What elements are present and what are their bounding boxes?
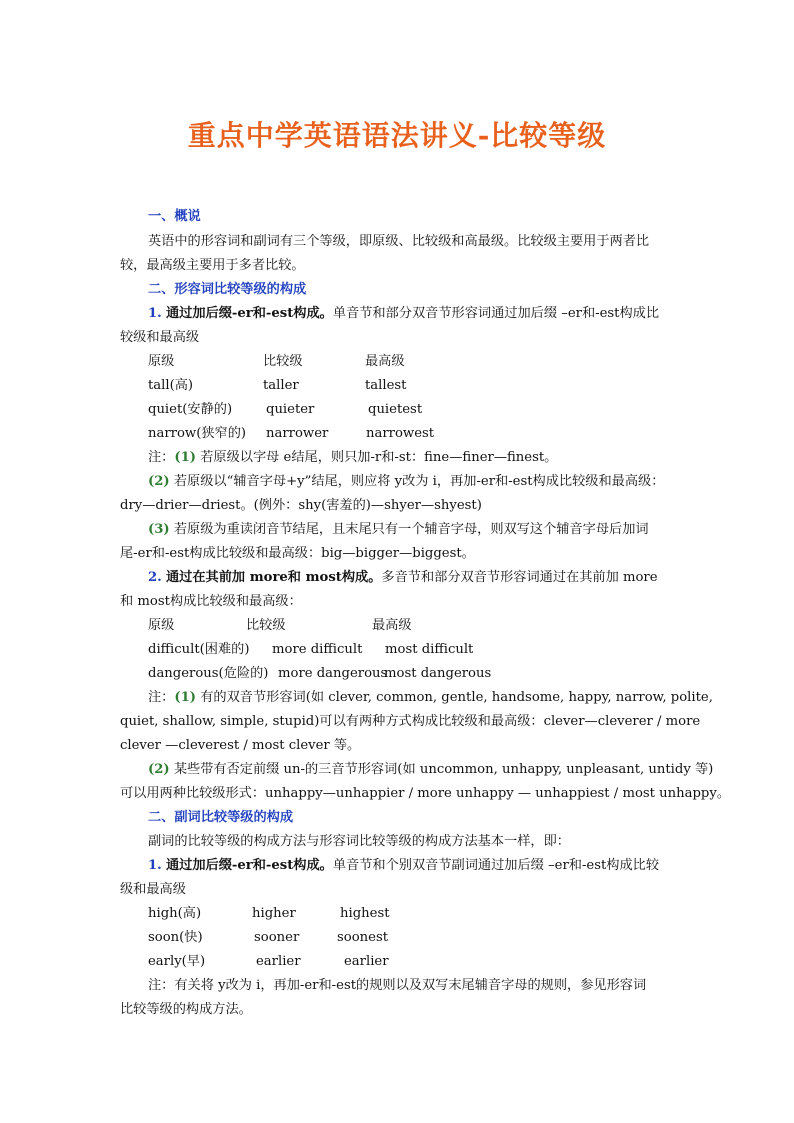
paragraph-line: 英语中的形容词和副词有三个等级，即原级、比较级和高最级。比较级主要用于两者比	[148, 234, 650, 249]
table-header-cell: 最高级	[372, 618, 412, 633]
table-cell: more dangerous	[278, 666, 388, 681]
paragraph-line: 较，最高级主要用于多者比较。	[120, 258, 305, 273]
rule-title: 通过在其前加 more和 most构成。	[165, 570, 382, 585]
table-header-cell: 原级	[148, 354, 175, 369]
note-text: 某些带有否定前缀 un-的三音节形容词(如 uncommon, unhappy, unpleasant, untidy 等)	[173, 762, 714, 777]
paragraph-line: clever —cleverest / most clever 等。	[120, 738, 361, 753]
note-line	[148, 688, 713, 708]
rule-number: 1.	[148, 858, 162, 873]
table-cell: quietest	[368, 402, 423, 417]
paragraph-line: 和 most构成比较级和最高级：	[120, 594, 302, 609]
table-cell: high(高)	[148, 906, 202, 921]
rule-number: 2.	[148, 570, 162, 585]
paragraph-line: 注：有关将 y改为 i，再加-er和-est的规则以及双写末尾辅音字母的规则，参见形容词	[148, 978, 647, 993]
paragraph-line: dry—drier—driest。(例外：shy(害羞的)—shyer—shyest)	[120, 498, 482, 513]
table-cell: soonest	[337, 930, 389, 945]
note-number: (1)	[174, 450, 197, 465]
paragraph-line: quiet, shallow, simple, stupid)可以有两种方式构成比较级和最高级：clever—cleverer / more	[120, 714, 701, 729]
table-cell: dangerous(危险的)	[148, 666, 269, 681]
paragraph-line: 比较等级的构成方法。	[120, 1002, 252, 1017]
paragraph-line: 较级和最高级	[120, 330, 200, 345]
note-prefix: 注：	[148, 690, 175, 705]
table-header-cell: 最高级	[365, 354, 405, 369]
table-cell: early(早)	[148, 954, 206, 969]
table-cell: most dangerous	[384, 666, 492, 681]
rule-line	[148, 568, 658, 588]
table-cell: sooner	[254, 930, 300, 945]
table-cell: quieter	[266, 402, 315, 417]
section-heading-adjective: 二、形容词比较等级的构成	[148, 282, 307, 297]
rule-title: 通过加后缀-er和-est构成。	[165, 858, 333, 873]
paragraph-line: 副词的比较等级的构成方法与形容词比较等级的构成方法基本一样，即：	[148, 834, 570, 849]
rule-text: 单音节和部分双音节形容词通过加后缀 –er和-est构成比	[332, 306, 660, 321]
note-line	[148, 520, 649, 540]
section-heading-overview: 一、概说	[148, 209, 201, 224]
note-text: 若原级以“辅音字母+y”结尾，则应将 y改为 i，再加-er和-est构成比较级和最高级：	[173, 474, 665, 489]
rule-line	[148, 856, 659, 876]
table-cell: narrow(狭窄的)	[148, 426, 247, 441]
note-text: 若原级为重读闭音节结尾，且末尾只有一个辅音字母，则双写这个辅音字母后加词	[173, 522, 649, 537]
table-cell: highest	[340, 906, 390, 921]
rule-number: 1.	[148, 306, 162, 321]
table-cell: taller	[263, 378, 299, 393]
note-line	[148, 760, 713, 780]
table-cell: soon(快)	[148, 930, 203, 945]
table-cell: more difficult	[272, 642, 363, 657]
paragraph-line: 尾-er和-est构成比较级和最高级：big—bigger—biggest。	[120, 546, 475, 561]
table-cell: narrowest	[366, 426, 435, 441]
paragraph-line: 可以用两种比较级形式：unhappy—unhappier / more unhappy — unhappiest / most unhappy。	[120, 786, 731, 801]
table-header-cell: 原级	[148, 618, 175, 633]
rule-line	[148, 304, 659, 324]
table-cell: quiet(安静的)	[148, 402, 233, 417]
note-number: (1)	[174, 690, 197, 705]
table-header-cell: 比较级	[246, 618, 286, 633]
table-cell: higher	[252, 906, 296, 921]
table-cell: earlier	[344, 954, 389, 969]
note-prefix: 注：	[148, 450, 175, 465]
table-cell: most difficult	[385, 642, 474, 657]
rule-title: 通过加后缀-er和-est构成。	[165, 306, 333, 321]
note-line	[148, 472, 664, 492]
note-text: 有的双音节形容词(如 clever, common, gentle, handsome, happy, narrow, polite,	[200, 690, 713, 705]
paragraph-line: 级和最高级	[120, 882, 186, 897]
table-cell: tall(高)	[148, 378, 194, 393]
note-number: (2)	[148, 474, 170, 489]
note-number: (2)	[148, 762, 170, 777]
rule-text: 单音节和个别双音节副词通过加后缀 –er和-est构成比较	[332, 858, 660, 873]
table-cell: difficult(困难的)	[148, 642, 250, 657]
table-header-cell: 比较级	[263, 354, 303, 369]
table-cell: earlier	[256, 954, 301, 969]
table-cell: narrower	[266, 426, 329, 441]
note-line	[148, 448, 557, 468]
note-text: 若原级以字母 e结尾，则只加-r和-st：fine—finer—finest。	[200, 450, 558, 465]
rule-text: 多音节和部分双音节形容词通过在其前加 more	[381, 570, 658, 585]
note-number: (3)	[148, 522, 170, 537]
section-heading-adverb: 二、副词比较等级的构成	[148, 810, 294, 825]
table-cell: tallest	[365, 378, 407, 393]
page-title: 重点中学英语语法讲义-比较等级	[187, 119, 607, 152]
